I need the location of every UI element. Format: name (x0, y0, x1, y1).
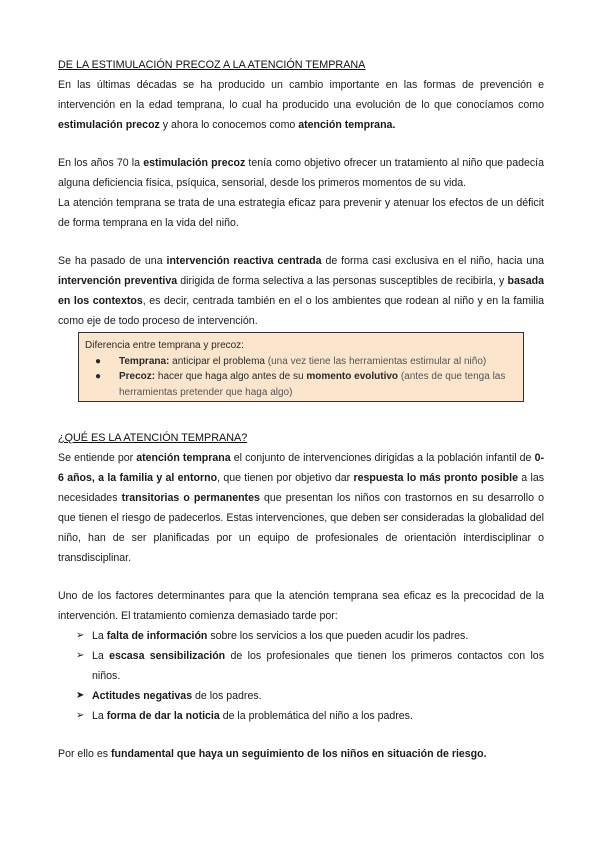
paragraph: En los años 70 la estimulación precoz tenía como objetivo ofrecer un tratamiento al niño que padecía alguna deficiencia física, psíquica, sensorial, desde los primeros momentos de su vida. (58, 157, 545, 189)
note-box (78, 332, 524, 402)
paragraph: La atención temprana se trata de una estrategia eficaz para prevenir y atenuar los efectos de un déficit de forma temprana en la vida del niño. (58, 197, 544, 229)
list-item: ➢ La falta de información sobre los servicios a los que pueden acudir los padres. (58, 626, 544, 646)
note-box-list (85, 354, 515, 401)
paragraph: Uno de los factores determinantes para que la atención temprana sea eficaz es la precocidad de la intervención. El tratamiento comienza demasiado tarde por: (58, 590, 544, 622)
paragraph: Se entiende por atención temprana el conjunto de intervenciones dirigidas a la población infantil de 0-6 años, a la familia y al entorno, que tienen por objetivo dar respuesta lo más pronto posible a las necesidades transitorias o permanentes que presentan los niños con trastornos en su desarrollo o que tienen el riesgo de padecerlos. Estas intervenciones, que deben ser consideradas la globalidad del niño, han de ser planificadas por un equipo de profesionales de orientación interdisciplinar o transdisciplinar. (58, 452, 545, 564)
reasons-list (58, 626, 544, 726)
section-heading: DE LA ESTIMULACIÓN PRECOZ A LA ATENCIÓN TEMPRANA (58, 59, 366, 71)
arrow-bullet-icon: ➤ (76, 690, 85, 701)
section-estimulacion (58, 55, 544, 331)
bullet-icon: ● (95, 371, 102, 382)
list-item: ➢ La escasa sensibilización de los profesionales que tienen los primeros contactos con los niños. (58, 646, 544, 686)
arrow-bullet-icon: ➢ (76, 710, 85, 721)
list-item: ● Precoz: hacer que haga algo antes de su momento evolutivo (antes de que tenga las herramientas pretender que haga algo) (95, 371, 506, 398)
closing-paragraph: Por ello es fundamental que haya un seguimiento de los niños en situación de riesgo. (58, 748, 487, 760)
paragraph: En las últimas décadas se ha producido un cambio importante en las formas de prevención e intervención en la edad temprana, lo cual ha producido una evolución de lo que conocíamos como estimulación precoz y ahora lo conocemos como atención temprana. (58, 79, 544, 131)
note-box-title: Diferencia entre temprana y precoz: (85, 340, 244, 351)
list-item: ➤ Actitudes negativas de los padres. (58, 686, 544, 706)
paragraph: Se ha pasado de una intervención reactiva centrada de forma casi exclusiva en el niño, hacia una intervención preventiva dirigida de forma selectiva a las personas susceptibles de recibirla, y basada en los contextos, es decir, centrada también en el o los ambientes que rodean al niño y en la familia como eje de todo proceso de intervención. (58, 255, 545, 327)
section-heading: ¿QUÉ ES LA ATENCIÓN TEMPRANA? (58, 432, 248, 444)
section-que-es (58, 428, 544, 764)
arrow-bullet-icon: ➢ (76, 650, 85, 661)
bullet-icon: ● (95, 355, 102, 367)
list-item: ● Temprana: anticipar el problema (una vez tiene las herramientas estimular al niño) (85, 354, 515, 370)
arrow-bullet-icon: ➢ (76, 630, 85, 641)
list-item: ➢ La forma de dar la noticia de la problemática del niño a los padres. (58, 706, 544, 726)
